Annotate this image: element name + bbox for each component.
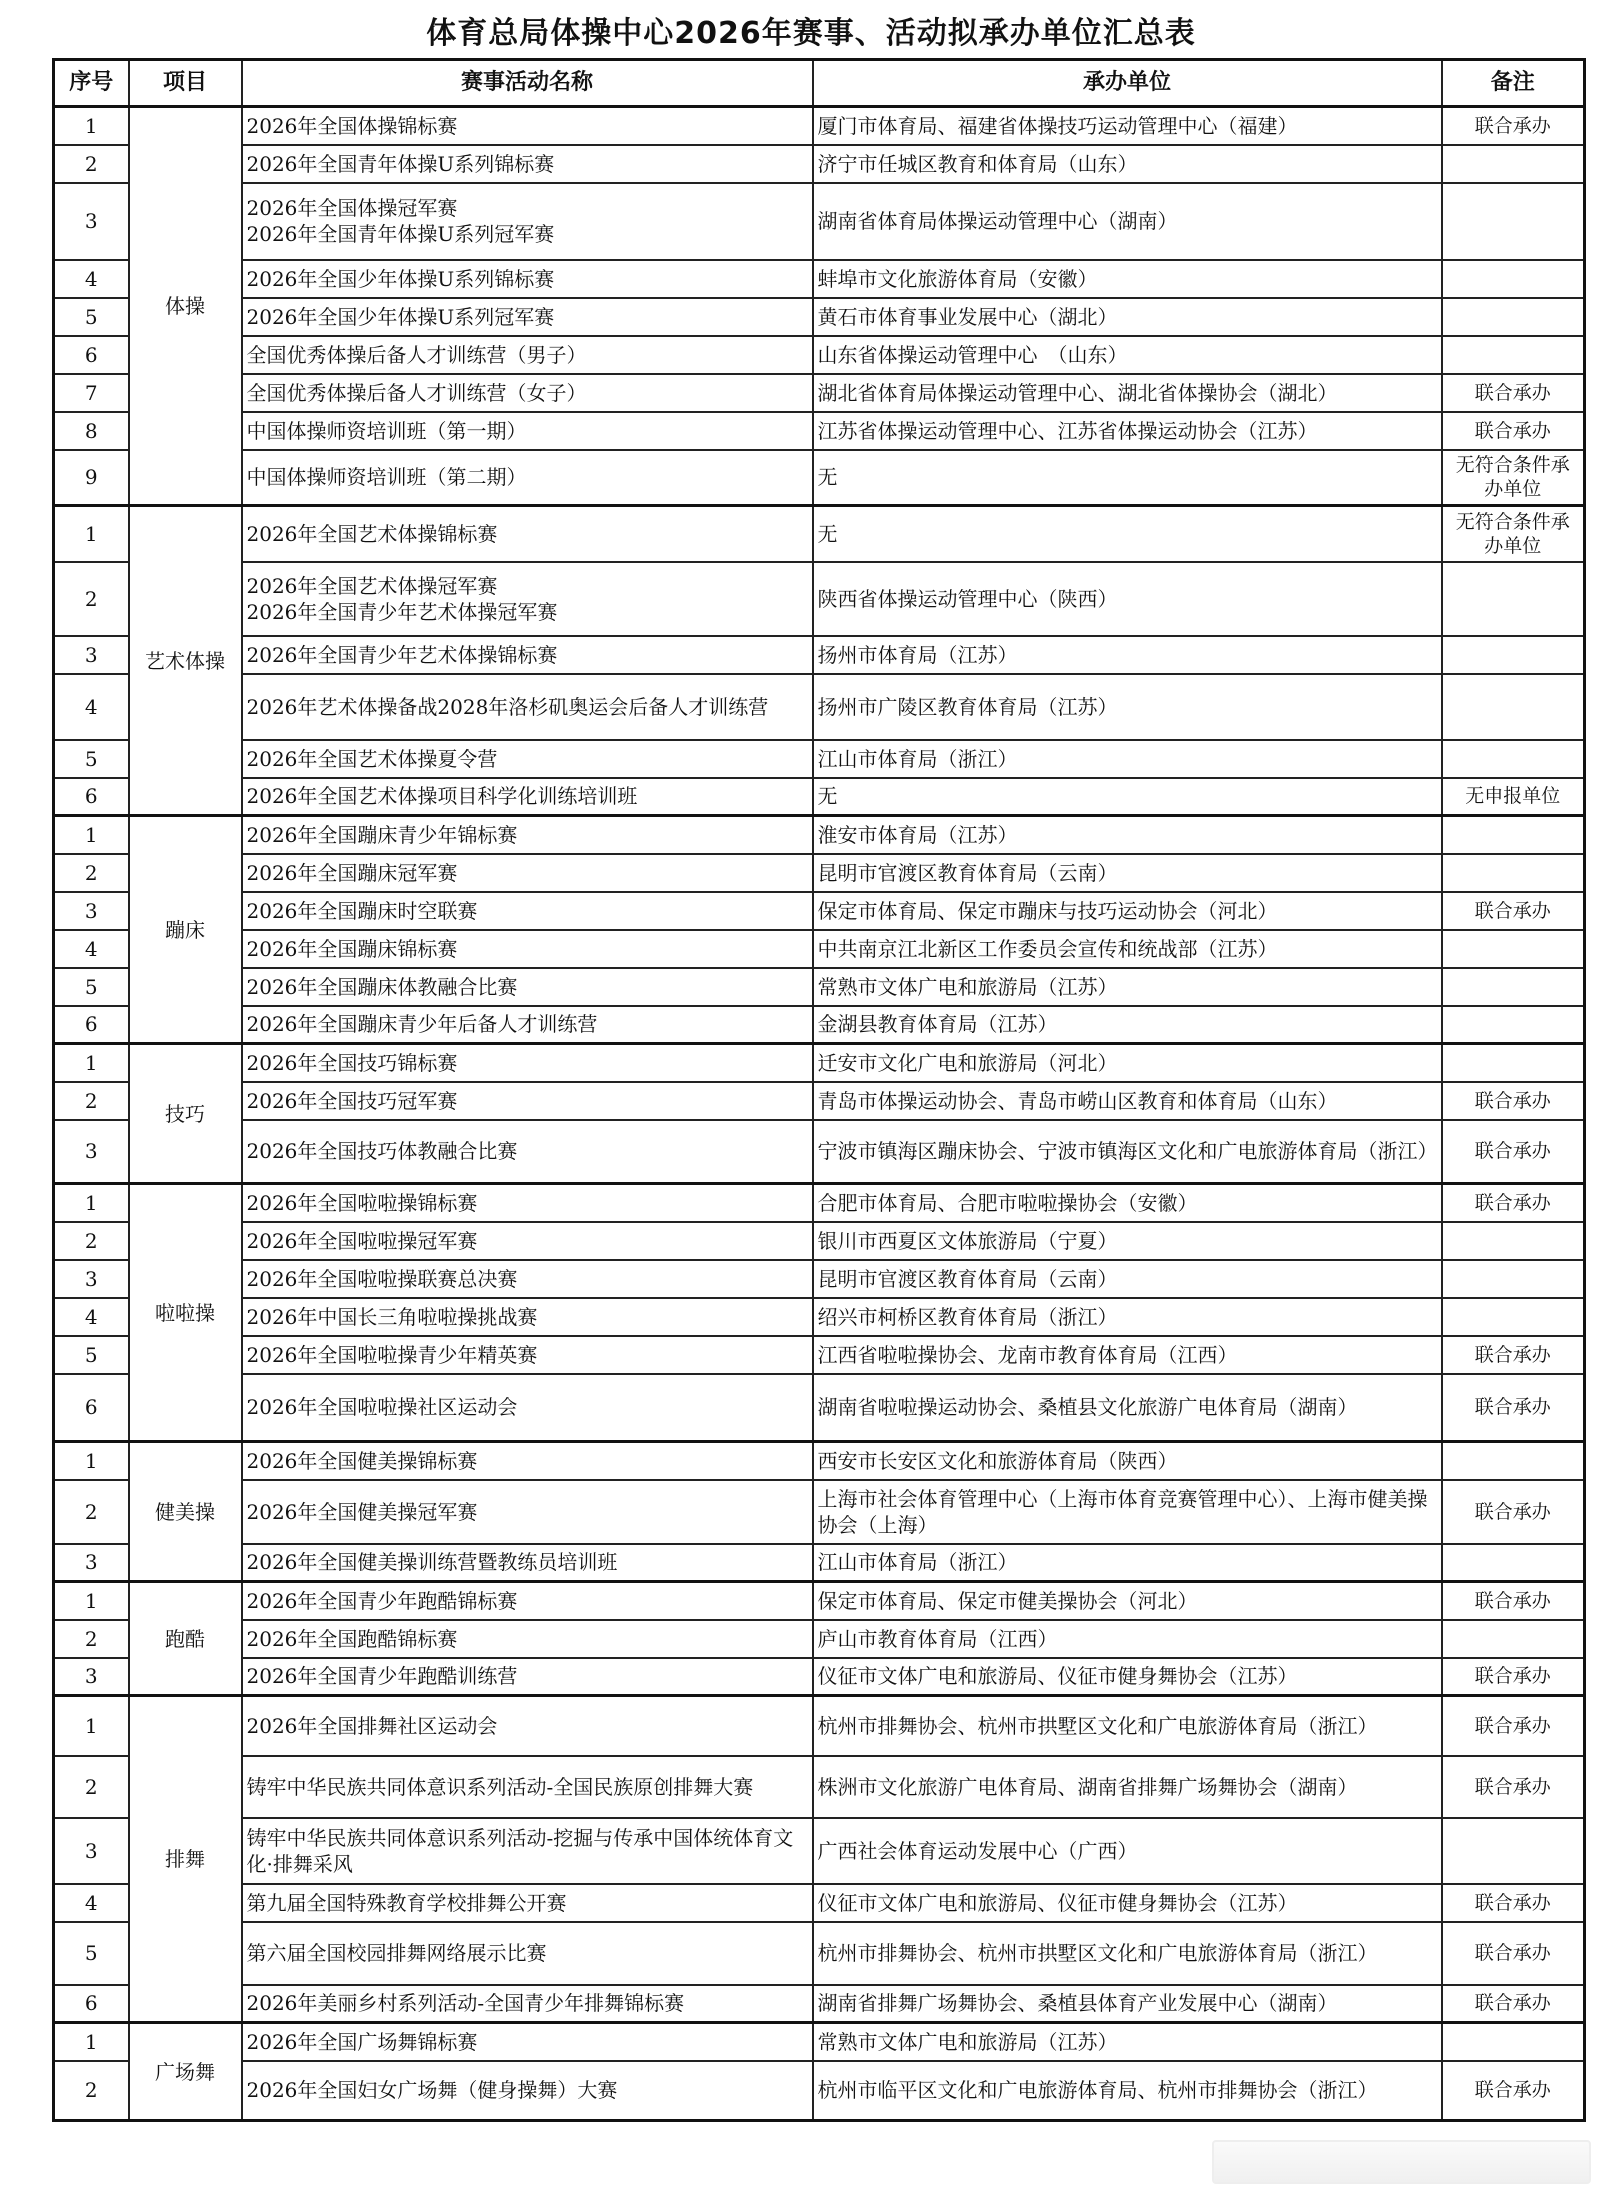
event-name: 2026年全国啦啦操社区运动会 <box>242 1374 813 1442</box>
event-name: 全国优秀体操后备人才训练营（女子） <box>242 374 813 412</box>
table-row <box>54 1336 1585 1374</box>
row-index: 3 <box>54 1658 129 1696</box>
remark: 联合承办 <box>1442 1082 1585 1120</box>
table-row <box>54 1120 1585 1184</box>
table-row <box>54 1082 1585 1120</box>
row-index: 6 <box>54 336 129 374</box>
remark <box>1442 854 1585 892</box>
remark: 联合承办 <box>1442 892 1585 930</box>
table-row <box>54 740 1585 778</box>
event-name: 中国体操师资培训班（第二期） <box>242 450 813 506</box>
row-index: 4 <box>54 1884 129 1922</box>
table-row <box>54 1658 1585 1696</box>
table-row <box>54 562 1585 636</box>
remark: 联合承办 <box>1442 1374 1585 1442</box>
overlay-box <box>1212 2140 1591 2184</box>
category-cell: 蹦床 <box>129 816 242 1044</box>
table-row <box>54 1184 1585 1222</box>
table-row <box>54 145 1585 183</box>
category-cell: 技巧 <box>129 1044 242 1184</box>
table-row <box>54 1756 1585 1818</box>
event-name: 2026年全国青少年跑酷训练营 <box>242 1658 813 1696</box>
host-unit: 宁波市镇海区蹦床协会、宁波市镇海区文化和广电旅游体育局（浙江） <box>813 1120 1442 1184</box>
event-name: 2026年全国青少年艺术体操锦标赛 <box>242 636 813 674</box>
remark <box>1442 1260 1585 1298</box>
table-row <box>54 2023 1585 2061</box>
table-row <box>54 1442 1585 1480</box>
event-name: 2026年全国蹦床冠军赛 <box>242 854 813 892</box>
remark <box>1442 816 1585 854</box>
host-unit: 常熟市文体广电和旅游局（江苏） <box>813 2023 1442 2061</box>
row-index: 5 <box>54 968 129 1006</box>
row-index: 6 <box>54 1985 129 2023</box>
event-name: 2026年全国技巧体教融合比赛 <box>242 1120 813 1184</box>
event-name: 2026年全国蹦床青少年锦标赛 <box>242 816 813 854</box>
host-unit: 保定市体育局、保定市蹦床与技巧运动协会（河北） <box>813 892 1442 930</box>
host-unit: 庐山市教育体育局（江西） <box>813 1620 1442 1658</box>
host-unit: 湖南省体育局体操运动管理中心（湖南） <box>813 183 1442 260</box>
row-index: 1 <box>54 816 129 854</box>
row-index: 4 <box>54 260 129 298</box>
table-row <box>54 854 1585 892</box>
row-index: 1 <box>54 1696 129 1756</box>
row-index: 1 <box>54 1582 129 1620</box>
row-index: 5 <box>54 1336 129 1374</box>
remark: 无符合条件承办单位 <box>1442 506 1585 562</box>
event-name: 2026年全国青年体操U系列锦标赛 <box>242 145 813 183</box>
row-index: 4 <box>54 930 129 968</box>
row-index: 4 <box>54 1298 129 1336</box>
host-unit: 扬州市广陵区教育体育局（江苏） <box>813 674 1442 740</box>
host-unit: 上海市社会体育管理中心（上海市体育竞赛管理中心）、上海市健美操协会（上海） <box>813 1480 1442 1544</box>
host-unit: 株洲市文化旅游广电体育局、湖南省排舞广场舞协会（湖南） <box>813 1756 1442 1818</box>
row-index: 1 <box>54 506 129 562</box>
remark <box>1442 740 1585 778</box>
row-index: 1 <box>54 2023 129 2061</box>
table-row <box>54 2061 1585 2121</box>
table-row <box>54 1696 1585 1756</box>
event-name: 2026年全国蹦床体教融合比赛 <box>242 968 813 1006</box>
category-cell: 排舞 <box>129 1696 242 2023</box>
host-unit: 陕西省体操运动管理中心（陕西） <box>813 562 1442 636</box>
row-index: 2 <box>54 1620 129 1658</box>
host-unit: 银川市西夏区文体旅游局（宁夏） <box>813 1222 1442 1260</box>
event-name: 2026年全国蹦床时空联赛 <box>242 892 813 930</box>
row-index: 3 <box>54 1544 129 1582</box>
host-unit: 黄石市体育事业发展中心（湖北） <box>813 298 1442 336</box>
host-unit: 仪征市文体广电和旅游局、仪征市健身舞协会（江苏） <box>813 1884 1442 1922</box>
event-name: 2026年全国艺术体操项目科学化训练培训班 <box>242 778 813 816</box>
event-name: 第九届全国特殊教育学校排舞公开赛 <box>242 1884 813 1922</box>
event-name: 2026年全国艺术体操夏令营 <box>242 740 813 778</box>
event-name: 铸牢中华民族共同体意识系列活动-挖掘与传承中国体统体育文化·排舞采风 <box>242 1818 813 1884</box>
host-unit: 西安市长安区文化和旅游体育局（陕西） <box>813 1442 1442 1480</box>
table-row <box>54 412 1585 450</box>
event-name: 2026年全国体操冠军赛 2026年全国青年体操U系列冠军赛 <box>242 183 813 260</box>
host-unit: 昆明市官渡区教育体育局（云南） <box>813 1260 1442 1298</box>
host-unit: 金湖县教育体育局（江苏） <box>813 1006 1442 1044</box>
remark <box>1442 562 1585 636</box>
remark: 联合承办 <box>1442 1336 1585 1374</box>
host-unit: 广西社会体育运动发展中心（广西） <box>813 1818 1442 1884</box>
row-index: 3 <box>54 1260 129 1298</box>
row-index: 6 <box>54 1374 129 1442</box>
host-unit: 湖南省排舞广场舞协会、桑植县体育产业发展中心（湖南） <box>813 1985 1442 2023</box>
event-name: 全国优秀体操后备人才训练营（男子） <box>242 336 813 374</box>
remark <box>1442 636 1585 674</box>
host-unit: 杭州市排舞协会、杭州市拱墅区文化和广电旅游体育局（浙江） <box>813 1696 1442 1756</box>
row-index: 2 <box>54 1756 129 1818</box>
remark <box>1442 1544 1585 1582</box>
event-name: 2026年艺术体操备战2028年洛杉矶奥运会后备人才训练营 <box>242 674 813 740</box>
table-row <box>54 450 1585 506</box>
remark <box>1442 1044 1585 1082</box>
host-unit: 江山市体育局（浙江） <box>813 1544 1442 1582</box>
table-header-row <box>54 60 1585 107</box>
table-row <box>54 336 1585 374</box>
remark: 联合承办 <box>1442 1120 1585 1184</box>
remark <box>1442 1222 1585 1260</box>
table-row <box>54 816 1585 854</box>
host-unit: 江西省啦啦操协会、龙南市教育体育局（江西） <box>813 1336 1442 1374</box>
event-name: 2026年全国少年体操U系列冠军赛 <box>242 298 813 336</box>
row-index: 5 <box>54 740 129 778</box>
host-unit: 无 <box>813 778 1442 816</box>
remark: 联合承办 <box>1442 1696 1585 1756</box>
event-name: 2026年全国啦啦操联赛总决赛 <box>242 1260 813 1298</box>
table-row <box>54 1044 1585 1082</box>
host-unit: 淮安市体育局（江苏） <box>813 816 1442 854</box>
table-row <box>54 298 1585 336</box>
host-unit: 无 <box>813 450 1442 506</box>
host-unit: 湖北省体育局体操运动管理中心、湖北省体操协会（湖北） <box>813 374 1442 412</box>
host-unit: 山东省体操运动管理中心 （山东） <box>813 336 1442 374</box>
event-name: 2026年全国跑酷锦标赛 <box>242 1620 813 1658</box>
table-row <box>54 107 1585 145</box>
host-unit: 江苏省体操运动管理中心、江苏省体操运动协会（江苏） <box>813 412 1442 450</box>
category-cell: 体操 <box>129 107 242 506</box>
table-row <box>54 506 1585 562</box>
remark: 联合承办 <box>1442 1184 1585 1222</box>
host-unit: 济宁市任城区教育和体育局（山东） <box>813 145 1442 183</box>
header-remark: 备注 <box>1442 60 1585 107</box>
event-name: 2026年全国技巧锦标赛 <box>242 1044 813 1082</box>
event-name: 2026年全国排舞社区运动会 <box>242 1696 813 1756</box>
table-row <box>54 968 1585 1006</box>
remark: 无申报单位 <box>1442 778 1585 816</box>
row-index: 1 <box>54 107 129 145</box>
event-name: 2026年全国妇女广场舞（健身操舞）大赛 <box>242 2061 813 2121</box>
host-unit: 中共南京江北新区工作委员会宣传和统战部（江苏） <box>813 930 1442 968</box>
table-row <box>54 892 1585 930</box>
table-row <box>54 930 1585 968</box>
table-body <box>54 107 1585 2121</box>
row-index: 2 <box>54 1222 129 1260</box>
remark <box>1442 145 1585 183</box>
host-unit: 杭州市排舞协会、杭州市拱墅区文化和广电旅游体育局（浙江） <box>813 1922 1442 1985</box>
remark: 无符合条件承办单位 <box>1442 450 1585 506</box>
category-cell: 艺术体操 <box>129 506 242 816</box>
remark <box>1442 336 1585 374</box>
remark <box>1442 2023 1585 2061</box>
remark <box>1442 298 1585 336</box>
category-cell: 健美操 <box>129 1442 242 1582</box>
host-unit: 蚌埠市文化旅游体育局（安徽） <box>813 260 1442 298</box>
page-title: 体育总局体操中心2026年赛事、活动拟承办单位汇总表 <box>426 16 1196 51</box>
event-name: 中国体操师资培训班（第一期） <box>242 412 813 450</box>
row-index: 2 <box>54 562 129 636</box>
row-index: 6 <box>54 778 129 816</box>
event-name: 2026年全国技巧冠军赛 <box>242 1082 813 1120</box>
row-index: 2 <box>54 1480 129 1544</box>
table-row <box>54 778 1585 816</box>
summary-table <box>52 58 1586 2122</box>
table-row <box>54 1620 1585 1658</box>
event-name: 2026年美丽乡村系列活动-全国青少年排舞锦标赛 <box>242 1985 813 2023</box>
remark <box>1442 1818 1585 1884</box>
host-unit: 常熟市文体广电和旅游局（江苏） <box>813 968 1442 1006</box>
row-index: 9 <box>54 450 129 506</box>
table-row <box>54 1922 1585 1985</box>
row-index: 3 <box>54 1120 129 1184</box>
row-index: 1 <box>54 1044 129 1082</box>
remark <box>1442 1298 1585 1336</box>
row-index: 2 <box>54 854 129 892</box>
remark: 联合承办 <box>1442 1922 1585 1985</box>
row-index: 1 <box>54 1184 129 1222</box>
remark: 联合承办 <box>1442 374 1585 412</box>
host-unit: 杭州市临平区文化和广电旅游体育局、杭州市排舞协会（浙江） <box>813 2061 1442 2121</box>
host-unit: 扬州市体育局（江苏） <box>813 636 1442 674</box>
host-unit: 迁安市文化广电和旅游局（河北） <box>813 1044 1442 1082</box>
row-index: 2 <box>54 145 129 183</box>
row-index: 5 <box>54 298 129 336</box>
table-row <box>54 1298 1585 1336</box>
row-index: 3 <box>54 636 129 674</box>
event-name: 第六届全国校园排舞网络展示比赛 <box>242 1922 813 1985</box>
event-name: 2026年全国啦啦操锦标赛 <box>242 1184 813 1222</box>
remark: 联合承办 <box>1442 1658 1585 1696</box>
event-name: 2026年全国蹦床锦标赛 <box>242 930 813 968</box>
remark <box>1442 260 1585 298</box>
row-index: 3 <box>54 1818 129 1884</box>
host-unit: 昆明市官渡区教育体育局（云南） <box>813 854 1442 892</box>
remark: 联合承办 <box>1442 1582 1585 1620</box>
table-row <box>54 674 1585 740</box>
row-index: 2 <box>54 1082 129 1120</box>
host-unit: 保定市体育局、保定市健美操协会（河北） <box>813 1582 1442 1620</box>
event-name: 2026年全国蹦床青少年后备人才训练营 <box>242 1006 813 1044</box>
remark <box>1442 1442 1585 1480</box>
event-name: 2026年中国长三角啦啦操挑战赛 <box>242 1298 813 1336</box>
remark: 联合承办 <box>1442 1480 1585 1544</box>
remark: 联合承办 <box>1442 412 1585 450</box>
remark <box>1442 1006 1585 1044</box>
remark: 联合承办 <box>1442 1884 1585 1922</box>
host-unit: 无 <box>813 506 1442 562</box>
host-unit: 绍兴市柯桥区教育体育局（浙江） <box>813 1298 1442 1336</box>
header-index: 序号 <box>54 60 129 107</box>
row-index: 2 <box>54 2061 129 2121</box>
remark: 联合承办 <box>1442 2061 1585 2121</box>
table-row <box>54 636 1585 674</box>
row-index: 8 <box>54 412 129 450</box>
table-row <box>54 1884 1585 1922</box>
row-index: 5 <box>54 1922 129 1985</box>
event-name: 2026年全国广场舞锦标赛 <box>242 2023 813 2061</box>
host-unit: 厦门市体育局、福建省体操技巧运动管理中心（福建） <box>813 107 1442 145</box>
row-index: 6 <box>54 1006 129 1044</box>
remark: 联合承办 <box>1442 1756 1585 1818</box>
row-index: 3 <box>54 183 129 260</box>
row-index: 7 <box>54 374 129 412</box>
header-event: 赛事活动名称 <box>242 60 813 107</box>
category-cell: 广场舞 <box>129 2023 242 2121</box>
host-unit: 湖南省啦啦操运动协会、桑植县文化旅游广电体育局（湖南） <box>813 1374 1442 1442</box>
row-index: 1 <box>54 1442 129 1480</box>
remark <box>1442 1620 1585 1658</box>
event-name: 2026年全国体操锦标赛 <box>242 107 813 145</box>
table-row <box>54 374 1585 412</box>
table-row <box>54 1480 1585 1544</box>
event-name: 2026年全国啦啦操冠军赛 <box>242 1222 813 1260</box>
category-cell: 啦啦操 <box>129 1184 242 1442</box>
host-unit: 合肥市体育局、合肥市啦啦操协会（安徽） <box>813 1184 1442 1222</box>
remark <box>1442 930 1585 968</box>
table-row <box>54 183 1585 260</box>
remark <box>1442 968 1585 1006</box>
row-index: 3 <box>54 892 129 930</box>
header-host: 承办单位 <box>813 60 1442 107</box>
host-unit: 江山市体育局（浙江） <box>813 740 1442 778</box>
event-name: 2026年全国青少年跑酷锦标赛 <box>242 1582 813 1620</box>
remark: 联合承办 <box>1442 107 1585 145</box>
event-name: 2026年全国啦啦操青少年精英赛 <box>242 1336 813 1374</box>
remark <box>1442 674 1585 740</box>
table-row <box>54 260 1585 298</box>
table-row <box>54 1222 1585 1260</box>
event-name: 2026年全国健美操训练营暨教练员培训班 <box>242 1544 813 1582</box>
event-name: 2026年全国艺术体操锦标赛 <box>242 506 813 562</box>
table-row <box>54 1544 1585 1582</box>
remark <box>1442 183 1585 260</box>
table-row <box>54 1818 1585 1884</box>
category-cell: 跑酷 <box>129 1582 242 1696</box>
event-name: 2026年全国艺术体操冠军赛 2026年全国青少年艺术体操冠军赛 <box>242 562 813 636</box>
host-unit: 仪征市文体广电和旅游局、仪征市健身舞协会（江苏） <box>813 1658 1442 1696</box>
event-name: 2026年全国少年体操U系列锦标赛 <box>242 260 813 298</box>
table-row <box>54 1260 1585 1298</box>
host-unit: 青岛市体操运动协会、青岛市崂山区教育和体育局（山东） <box>813 1082 1442 1120</box>
event-name: 2026年全国健美操冠军赛 <box>242 1480 813 1544</box>
header-category: 项目 <box>129 60 242 107</box>
table-row <box>54 1006 1585 1044</box>
table-row <box>54 1374 1585 1442</box>
event-name: 2026年全国健美操锦标赛 <box>242 1442 813 1480</box>
remark: 联合承办 <box>1442 1985 1585 2023</box>
row-index: 4 <box>54 674 129 740</box>
event-name: 铸牢中华民族共同体意识系列活动-全国民族原创排舞大赛 <box>242 1756 813 1818</box>
table-row <box>54 1582 1585 1620</box>
table-row <box>54 1985 1585 2023</box>
